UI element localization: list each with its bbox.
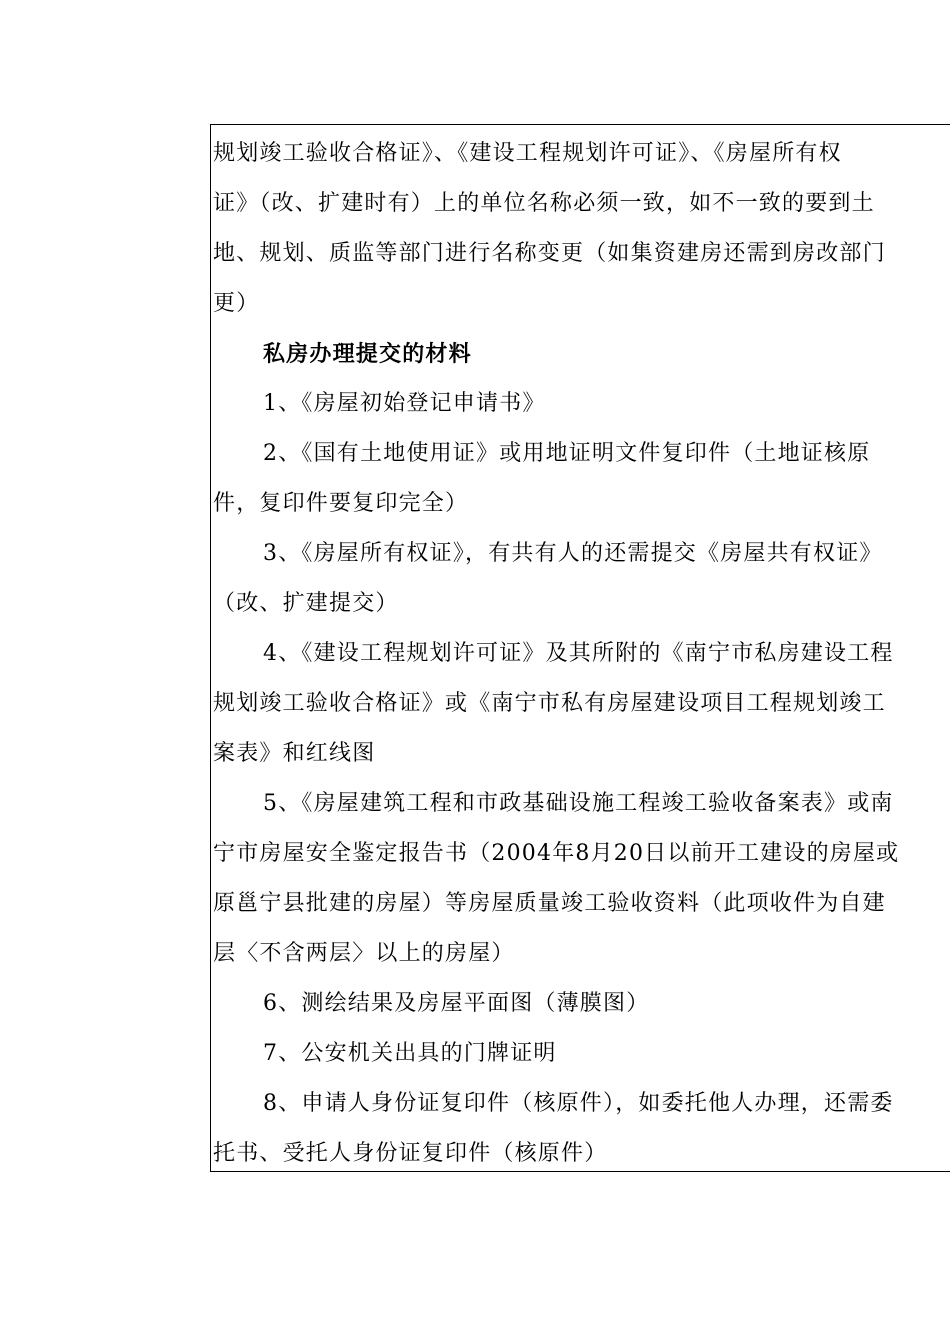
text-line: （改、扩建提交） (213, 591, 399, 616)
list-item: 4、《建设工程规划许可证》及其所附的《南宁市私房建设工程 (263, 641, 894, 666)
list-item: 3、《房屋所有权证》，有共有人的还需提交《房屋共有权证》 (263, 541, 883, 566)
text-line: 原邕宁县批建的房屋）等房屋质量竣工验收资料（此项收件为自建 (213, 891, 886, 916)
text-line: 证》（改、扩建时有）上的单位名称必须一致，如不一致的要到土 (213, 191, 875, 216)
text-line: 地、规划、质监等部门进行名称变更（如集资建房还需到房改部门 (213, 241, 886, 266)
list-item: 6、测绘结果及房屋平面图（薄膜图） (263, 991, 650, 1016)
text-line: 件，复印件要复印完全） (213, 491, 469, 516)
text-line: 更） (213, 291, 260, 316)
table-cell (210, 124, 950, 1172)
list-item: 5、《房屋建筑工程和市政基础设施工程竣工验收备案表》或南 (263, 791, 894, 816)
text-line: 宁市房屋安全鉴定报告书（2004年8月20日以前开工建设的房屋或 (213, 841, 900, 866)
text-line: 托书、受托人身份证复印件（核原件） (213, 1141, 608, 1166)
list-item: 8、申请人身份证复印件（核原件），如委托他人办理，还需委 (263, 1091, 894, 1116)
text-line: 规划竣工验收合格证》或《南宁市私有房屋建设项目工程规划竣工 (213, 691, 886, 716)
text-line: 层〈不含两层〉以上的房屋） (213, 941, 515, 966)
section-heading: 私房办理提交的材料 (263, 341, 472, 367)
list-item: 2、《国有土地使用证》或用地证明文件复印件（土地证核原 (263, 441, 871, 466)
text-line: 案表》和红线图 (213, 741, 376, 766)
list-item: 7、公安机关出具的门牌证明 (263, 1041, 557, 1066)
list-item: 1、《房屋初始登记申请书》 (263, 391, 546, 416)
text-line: 规划竣工验收合格证》、《建设工程规划许可证》、《房屋所有权 (213, 141, 842, 166)
